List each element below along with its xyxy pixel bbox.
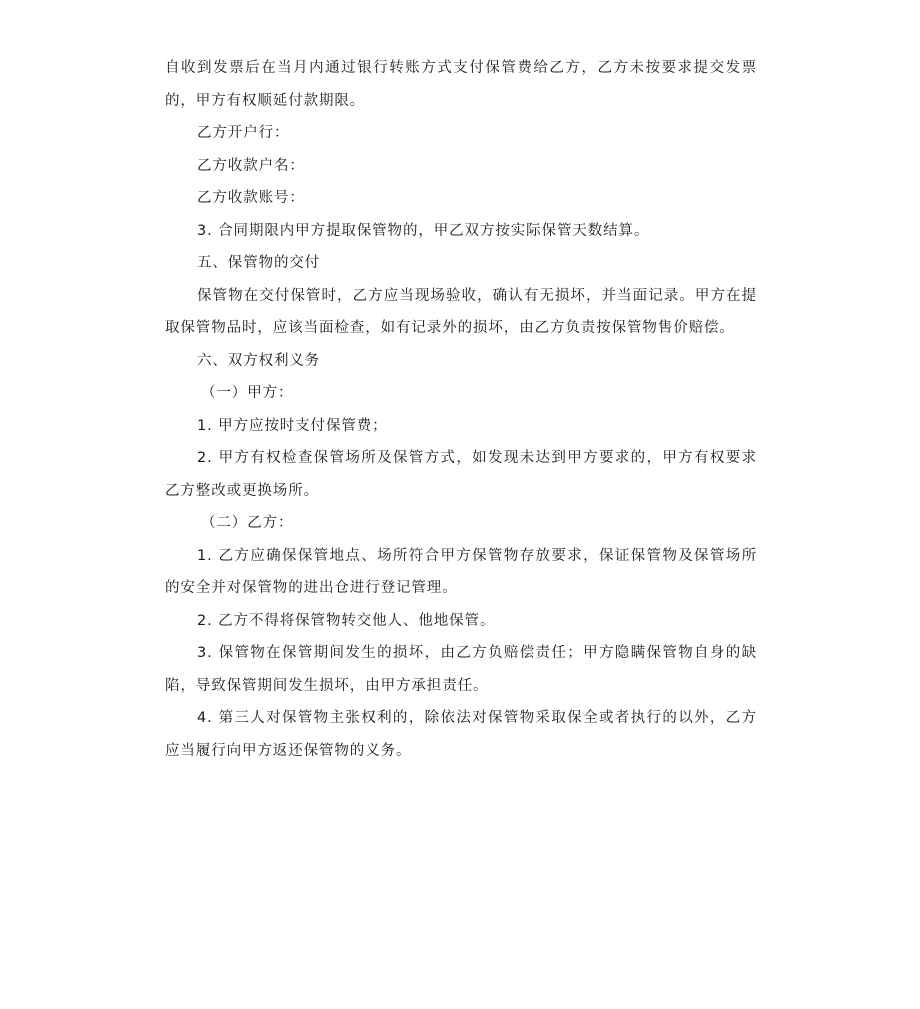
paragraph-delivery: 保管物在交付保管时，乙方应当现场验收，确认有无损坏，并当面记录。甲方在提取保管物品时，应该当面检查，如有记录外的损坏，由乙方负责按保管物售价赔偿。 bbox=[165, 287, 757, 336]
paragraph-party-a-2: 2. 甲方有权检查保管场所及保管方式，如发现未达到甲方要求的，甲方有权要求乙方整改或更换场所。 bbox=[165, 450, 757, 499]
section-heading-rights: 六、双方权利义务 bbox=[197, 352, 321, 369]
paragraph-clause-3: 3. 合同期限内甲方提取保管物的，甲乙双方按实际保管天数结算。 bbox=[197, 222, 650, 239]
document-page bbox=[165, 52, 757, 767]
paragraph-party-b-4: 4. 第三人对保管物主张权利的，除依法对保管物采取保全或者执行的以外，乙方应当履行向甲方返还保管物的义务。 bbox=[165, 710, 757, 759]
paragraph-party-a-1: 1. 甲方应按时支付保管费； bbox=[197, 417, 388, 434]
subheading-party-b: （二）乙方： bbox=[201, 515, 294, 531]
subheading-party-a: （一）甲方： bbox=[201, 385, 294, 401]
paragraph-party-b-2: 2. 乙方不得将保管物转交他人、他地保管。 bbox=[197, 612, 496, 629]
section-heading-delivery: 五、保管物的交付 bbox=[197, 255, 321, 271]
paragraph-payment-terms: 自收到发票后在当月内通过银行转账方式支付保管费给乙方，乙方未按要求提交发票的，甲方有权顺延付款期限。 bbox=[165, 60, 757, 109]
paragraph-account-name: 乙方收款户名： bbox=[197, 157, 305, 174]
paragraph-party-b-1: 1. 乙方应确保保管地点、场所符合甲方保管物存放要求，保证保管物及保管场所的安全并对保管物的进出仓进行登记管理。 bbox=[165, 547, 757, 596]
paragraph-party-b-3: 3. 保管物在保管期间发生的损坏，由乙方负赔偿责任；甲方隐瞒保管物自身的缺陷，导致保管期间发生损坏，由甲方承担责任。 bbox=[165, 645, 757, 694]
paragraph-bank: 乙方开户行： bbox=[197, 125, 290, 141]
paragraph-account-number: 乙方收款账号： bbox=[197, 190, 305, 206]
